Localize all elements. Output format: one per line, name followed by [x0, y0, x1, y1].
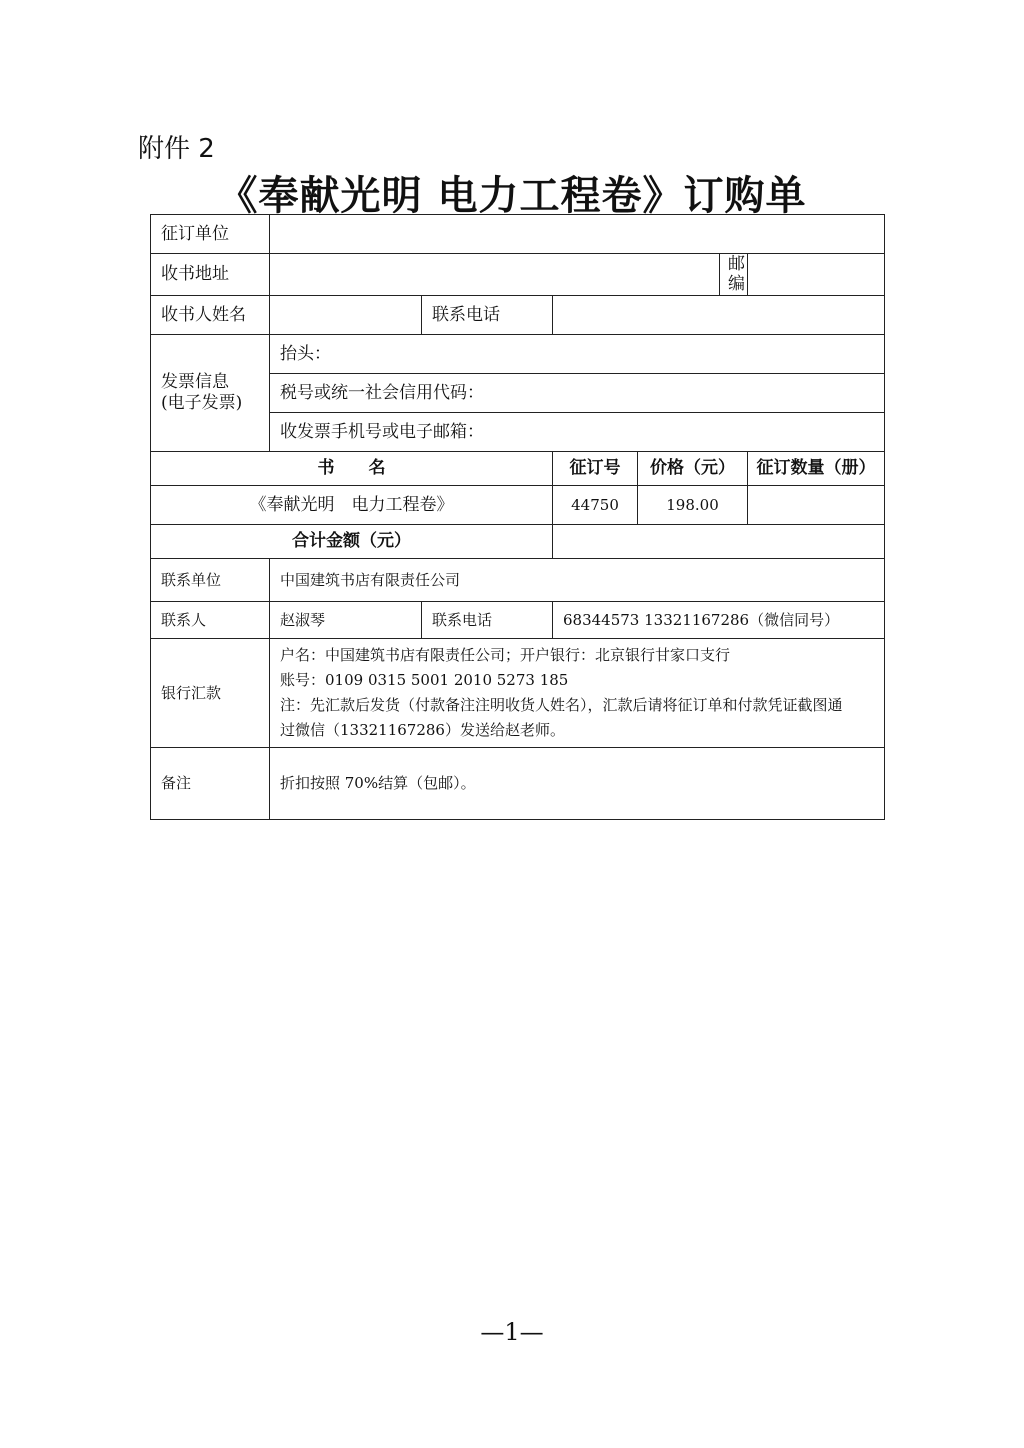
recipient-row: [151, 295, 885, 334]
order-form-table: [150, 214, 885, 820]
address-row: [151, 254, 885, 296]
total-amount-label: 合计金额（元）: [151, 524, 553, 558]
price-cell: 198.00: [638, 485, 748, 524]
bank-transfer-label: 银行汇款: [151, 638, 270, 747]
quantity-header: 征订数量（册）: [748, 451, 885, 485]
invoice-info-label: [151, 334, 270, 451]
total-row: [151, 524, 885, 558]
remarks-row: [151, 747, 885, 819]
subscriber-unit-row: [151, 215, 885, 254]
invoice-title-field[interactable]: 抬头：: [270, 334, 885, 373]
contact-unit-label: 联系单位: [151, 558, 270, 601]
invoice-title-row: [151, 334, 885, 373]
contact-unit-value: 中国建筑书店有限责任公司: [270, 558, 885, 601]
invoice-tax-field[interactable]: 税号或统一社会信用代码：: [270, 373, 885, 412]
contact-phone-field[interactable]: [553, 295, 885, 334]
contact-unit-row: [151, 558, 885, 601]
order-no-cell: 44750: [553, 485, 638, 524]
order-header-row: [151, 451, 885, 485]
price-header: 价格（元）: [638, 451, 748, 485]
contact-person-row: [151, 601, 885, 638]
bank-row: [151, 638, 885, 747]
bank-note-line2: 过微信（13321167286）发送给赵老师。: [280, 720, 565, 739]
contact-person-value: 赵淑琴: [270, 601, 422, 638]
invoice-label-line1: 发票信息: [161, 372, 229, 393]
address-label: 收书地址: [151, 254, 270, 296]
bank-account-name: 户名：中国建筑书店有限责任公司；开户银行：北京银行甘家口支行: [280, 645, 731, 664]
book-name-cell: 《奉献光明 电力工程卷》: [151, 485, 553, 524]
contact-phone-value: 68344573 13321167286（微信同号）: [553, 601, 885, 638]
attachment-label: 附件 2: [138, 134, 215, 164]
order-no-header: 征订号: [553, 451, 638, 485]
page-number: —1—: [480, 1318, 544, 1346]
invoice-label-line2: (电子发票): [161, 392, 243, 413]
bank-note-line1: 注：先汇款后发货（付款备注注明收货人姓名），汇款后请将征订单和付款凭证截图通: [280, 695, 843, 714]
book-name-header: 书 名: [151, 451, 553, 485]
postcode-field[interactable]: [748, 254, 885, 296]
total-amount-field[interactable]: [553, 524, 885, 558]
document-title: 《奉献光明 电力工程卷》订购单: [217, 172, 807, 219]
recipient-name-label: 收书人姓名: [151, 295, 270, 334]
bank-details: [270, 638, 885, 747]
quantity-field[interactable]: [748, 485, 885, 524]
contact-phone-label-2: 联系电话: [422, 601, 553, 638]
contact-person-label: 联系人: [151, 601, 270, 638]
remarks-value: 折扣按照 70%结算（包邮）。: [270, 747, 885, 819]
address-field[interactable]: [270, 254, 720, 296]
recipient-name-field[interactable]: [270, 295, 422, 334]
remarks-label: 备注: [151, 747, 270, 819]
invoice-contact-field[interactable]: 收发票手机号或电子邮箱：: [270, 412, 885, 451]
subscriber-unit-field[interactable]: [270, 215, 885, 254]
bank-account-number: 账号：0109 0315 5001 2010 5273 185: [280, 670, 569, 689]
contact-phone-label: 联系电话: [422, 295, 553, 334]
subscriber-unit-label: 征订单位: [151, 215, 270, 254]
postcode-label: 邮编: [720, 254, 748, 296]
order-item-row: [151, 485, 885, 524]
